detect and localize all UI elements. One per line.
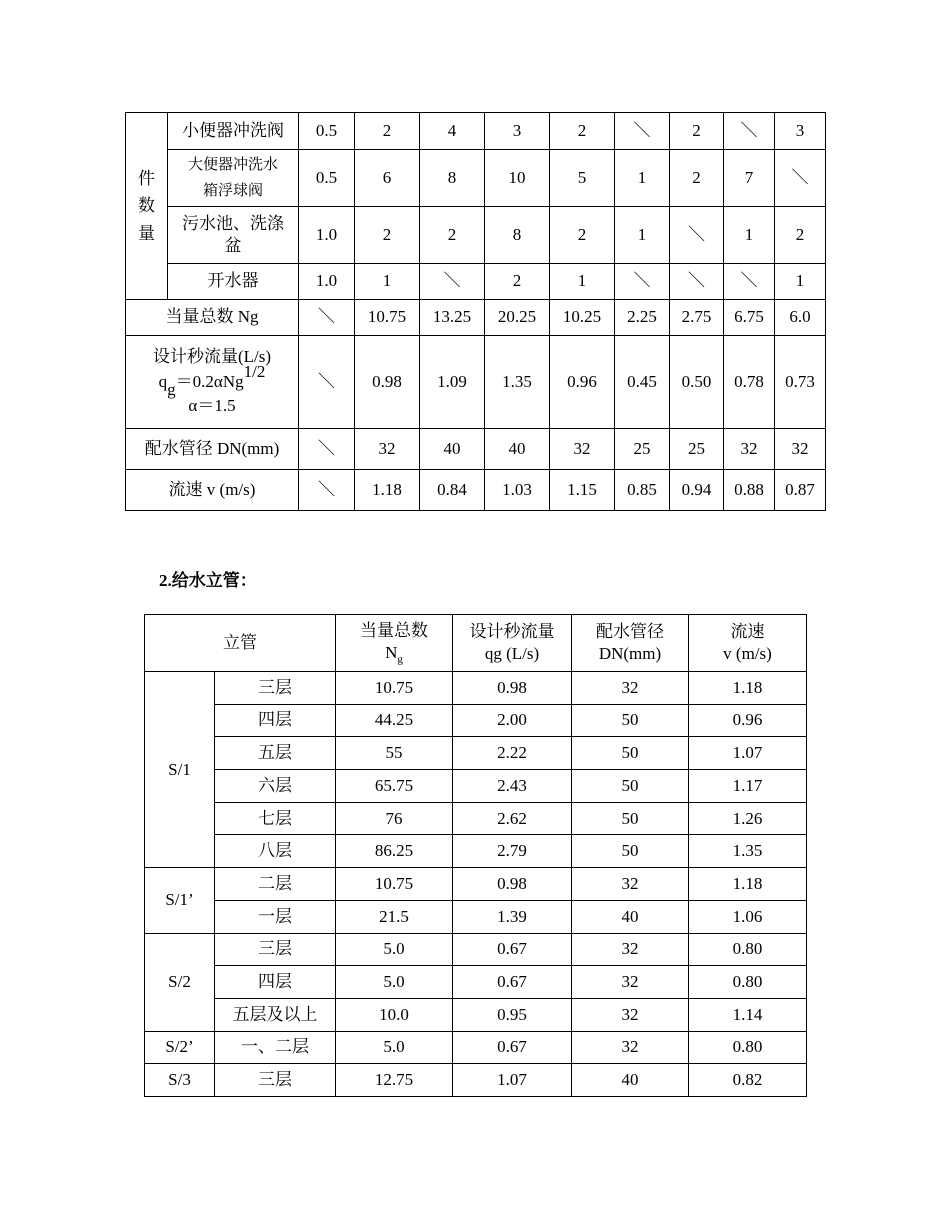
- floor-cell: 五层及以上: [215, 998, 336, 1031]
- table-cell: 1.15: [550, 470, 615, 511]
- v-cell: 0.80: [689, 1031, 807, 1064]
- dn-cell: 40: [572, 1064, 689, 1097]
- table-row: [145, 900, 807, 933]
- table-cell: 0.73: [775, 336, 826, 429]
- floor-cell: 一、二层: [215, 1031, 336, 1064]
- table-cell: 2.25: [615, 300, 670, 336]
- table-cell: ＼: [420, 264, 485, 300]
- dn-cell: 50: [572, 802, 689, 835]
- table-row: [145, 868, 807, 901]
- summary-row: [126, 300, 826, 336]
- table-cell: 40: [420, 429, 485, 470]
- table-cell: 1.18: [355, 470, 420, 511]
- floor-cell: 三层: [215, 1064, 336, 1097]
- table-cell: 2: [550, 113, 615, 150]
- v-cell: 1.18: [689, 868, 807, 901]
- v-cell: 1.07: [689, 737, 807, 770]
- group-label: 件 数 量: [126, 113, 168, 300]
- fixture-row: [126, 264, 826, 300]
- table-cell: 1: [615, 150, 670, 207]
- v-cell: 0.82: [689, 1064, 807, 1097]
- ng-cell: 12.75: [336, 1064, 453, 1097]
- table-cell: ＼: [615, 264, 670, 300]
- v-cell: 1.18: [689, 672, 807, 705]
- qg-cell: 2.62: [453, 802, 572, 835]
- qg-cell: 2.00: [453, 704, 572, 737]
- riser-table-header: [145, 615, 807, 672]
- riser-label: S/1: [145, 672, 215, 868]
- floor-cell: 一层: [215, 900, 336, 933]
- v-cell: 0.96: [689, 704, 807, 737]
- table-cell: ＼: [299, 336, 355, 429]
- table-cell: 3: [485, 113, 550, 150]
- table-cell: ＼: [724, 264, 775, 300]
- floor-cell: 六层: [215, 770, 336, 803]
- table-cell: ＼: [299, 470, 355, 511]
- flow-header: 设计秒流量 qg (L/s): [453, 615, 572, 672]
- qg-cell: 1.39: [453, 900, 572, 933]
- summary-row: [126, 429, 826, 470]
- table-cell: 0.78: [724, 336, 775, 429]
- table-cell: 6.75: [724, 300, 775, 336]
- table-cell: ＼: [724, 113, 775, 150]
- qg-cell: 0.98: [453, 672, 572, 705]
- table-cell: 32: [724, 429, 775, 470]
- table-cell: 6.0: [775, 300, 826, 336]
- dn-header: 配水管径 DN(mm): [572, 615, 689, 672]
- dn-cell: 32: [572, 998, 689, 1031]
- table-cell: 8: [485, 207, 550, 264]
- table-cell: 5: [550, 150, 615, 207]
- qg-cell: 0.95: [453, 998, 572, 1031]
- table-cell: 0.84: [420, 470, 485, 511]
- table-cell: 2: [550, 207, 615, 264]
- table-cell: 0.5: [299, 150, 355, 207]
- fixture-row: [126, 150, 826, 207]
- riser-label: S/2’: [145, 1031, 215, 1064]
- table-cell: 0.87: [775, 470, 826, 511]
- ng-cell: 21.5: [336, 900, 453, 933]
- dn-cell: 32: [572, 868, 689, 901]
- v-cell: 1.14: [689, 998, 807, 1031]
- ng-cell: 65.75: [336, 770, 453, 803]
- fixture-name: 小便器冲洗阀: [168, 113, 299, 150]
- table-cell: 1: [355, 264, 420, 300]
- table-cell: 1.0: [299, 264, 355, 300]
- ng-cell: 5.0: [336, 933, 453, 966]
- summary-label: 流速 v (m/s): [126, 470, 299, 511]
- floor-cell: 二层: [215, 868, 336, 901]
- v-cell: 1.17: [689, 770, 807, 803]
- riser-header: 立管: [145, 615, 336, 672]
- fixture-row: [126, 207, 826, 264]
- table-row: [145, 1064, 807, 1097]
- velocity-header: 流速 v (m/s): [689, 615, 807, 672]
- qg-cell: 0.67: [453, 1031, 572, 1064]
- qg-cell: 0.67: [453, 966, 572, 999]
- table-row: [145, 770, 807, 803]
- v-cell: 1.06: [689, 900, 807, 933]
- table-row: [145, 672, 807, 705]
- table-row: [145, 998, 807, 1031]
- summary-row: [126, 470, 826, 511]
- table-cell: 1: [615, 207, 670, 264]
- dn-cell: 40: [572, 900, 689, 933]
- dn-cell: 32: [572, 1031, 689, 1064]
- qg-cell: 0.98: [453, 868, 572, 901]
- table-row: [145, 704, 807, 737]
- section-heading: 2.给水立管：: [159, 571, 257, 590]
- ng-cell: 5.0: [336, 1031, 453, 1064]
- table-cell: 2: [420, 207, 485, 264]
- ng-cell: 44.25: [336, 704, 453, 737]
- dn-cell: 50: [572, 770, 689, 803]
- table-cell: 0.85: [615, 470, 670, 511]
- table-cell: 2.75: [670, 300, 724, 336]
- ng-cell: 76: [336, 802, 453, 835]
- v-cell: 0.80: [689, 933, 807, 966]
- table-cell: 1: [775, 264, 826, 300]
- table-cell: 1: [550, 264, 615, 300]
- table-cell: 2: [670, 113, 724, 150]
- table-cell: 0.98: [355, 336, 420, 429]
- qg-cell: 2.43: [453, 770, 572, 803]
- table-cell: 4: [420, 113, 485, 150]
- dn-cell: 50: [572, 737, 689, 770]
- table-row: [145, 966, 807, 999]
- table-cell: 2: [485, 264, 550, 300]
- table-cell: ＼: [615, 113, 670, 150]
- table-cell: 3: [775, 113, 826, 150]
- table-cell: 2: [355, 207, 420, 264]
- v-cell: 1.26: [689, 802, 807, 835]
- qg-cell: 0.67: [453, 933, 572, 966]
- dn-cell: 32: [572, 672, 689, 705]
- ng-header: 当量总数 $N_g$: [336, 615, 453, 672]
- qg-cell: 2.79: [453, 835, 572, 868]
- table-cell: 2: [775, 207, 826, 264]
- dn-cell: 50: [572, 704, 689, 737]
- riser-label: S/3: [145, 1064, 215, 1097]
- fixture-name: 污水池、洗涤 盆: [168, 207, 299, 264]
- table-row: [145, 802, 807, 835]
- floor-cell: 三层: [215, 672, 336, 705]
- table-cell: 10.25: [550, 300, 615, 336]
- ng-cell: 5.0: [336, 966, 453, 999]
- fixture-row: [126, 113, 826, 150]
- summary-label: 设计秒流量(L/s) qg＝0.2αNg1/2 α＝1.5: [126, 336, 299, 429]
- table-cell: 13.25: [420, 300, 485, 336]
- table-cell: ＼: [299, 300, 355, 336]
- table-cell: 1.35: [485, 336, 550, 429]
- floor-cell: 八层: [215, 835, 336, 868]
- table-cell: ＼: [775, 150, 826, 207]
- fixture-name: 开水器: [168, 264, 299, 300]
- floor-cell: 七层: [215, 802, 336, 835]
- table-cell: 32: [355, 429, 420, 470]
- riser-label: S/2: [145, 933, 215, 1031]
- fixture-count-table: [125, 112, 826, 511]
- table-cell: 0.45: [615, 336, 670, 429]
- summary-row: [126, 336, 826, 429]
- table-cell: 7: [724, 150, 775, 207]
- v-cell: 1.35: [689, 835, 807, 868]
- table-cell: 25: [615, 429, 670, 470]
- table-cell: 0.50: [670, 336, 724, 429]
- table-cell: 8: [420, 150, 485, 207]
- floor-cell: 四层: [215, 704, 336, 737]
- qg-cell: 2.22: [453, 737, 572, 770]
- table-cell: ＼: [670, 264, 724, 300]
- table-cell: 25: [670, 429, 724, 470]
- table-cell: 20.25: [485, 300, 550, 336]
- table-cell: ＼: [670, 207, 724, 264]
- table-cell: 1.03: [485, 470, 550, 511]
- table-row: [145, 737, 807, 770]
- table-cell: 10.75: [355, 300, 420, 336]
- table-row: [145, 1031, 807, 1064]
- table-cell: 1.09: [420, 336, 485, 429]
- table-cell: 32: [550, 429, 615, 470]
- table-row: [145, 835, 807, 868]
- ng-cell: 86.25: [336, 835, 453, 868]
- floor-cell: 四层: [215, 966, 336, 999]
- ng-cell: 10.0: [336, 998, 453, 1031]
- ng-cell: 55: [336, 737, 453, 770]
- dn-cell: 32: [572, 966, 689, 999]
- table-cell: ＼: [299, 429, 355, 470]
- summary-label: 配水管径 DN(mm): [126, 429, 299, 470]
- table-cell: 0.88: [724, 470, 775, 511]
- summary-label: 当量总数 Ng: [126, 300, 299, 336]
- table-cell: 6: [355, 150, 420, 207]
- riser-table: [144, 614, 807, 1097]
- floor-cell: 五层: [215, 737, 336, 770]
- riser-label: S/1’: [145, 868, 215, 933]
- table-cell: 10: [485, 150, 550, 207]
- ng-cell: 10.75: [336, 868, 453, 901]
- dn-cell: 32: [572, 933, 689, 966]
- table-cell: 0.96: [550, 336, 615, 429]
- dn-cell: 50: [572, 835, 689, 868]
- table-cell: 0.94: [670, 470, 724, 511]
- table-cell: 32: [775, 429, 826, 470]
- v-cell: 0.80: [689, 966, 807, 999]
- table-cell: 2: [670, 150, 724, 207]
- qg-cell: 1.07: [453, 1064, 572, 1097]
- table-row: [145, 933, 807, 966]
- table-cell: 1: [724, 207, 775, 264]
- floor-cell: 三层: [215, 933, 336, 966]
- ng-cell: 10.75: [336, 672, 453, 705]
- table-cell: 1.0: [299, 207, 355, 264]
- table-cell: 0.5: [299, 113, 355, 150]
- table-cell: 40: [485, 429, 550, 470]
- table-cell: 2: [355, 113, 420, 150]
- fixture-name: 大便器冲洗水 箱浮球阀: [168, 150, 299, 207]
